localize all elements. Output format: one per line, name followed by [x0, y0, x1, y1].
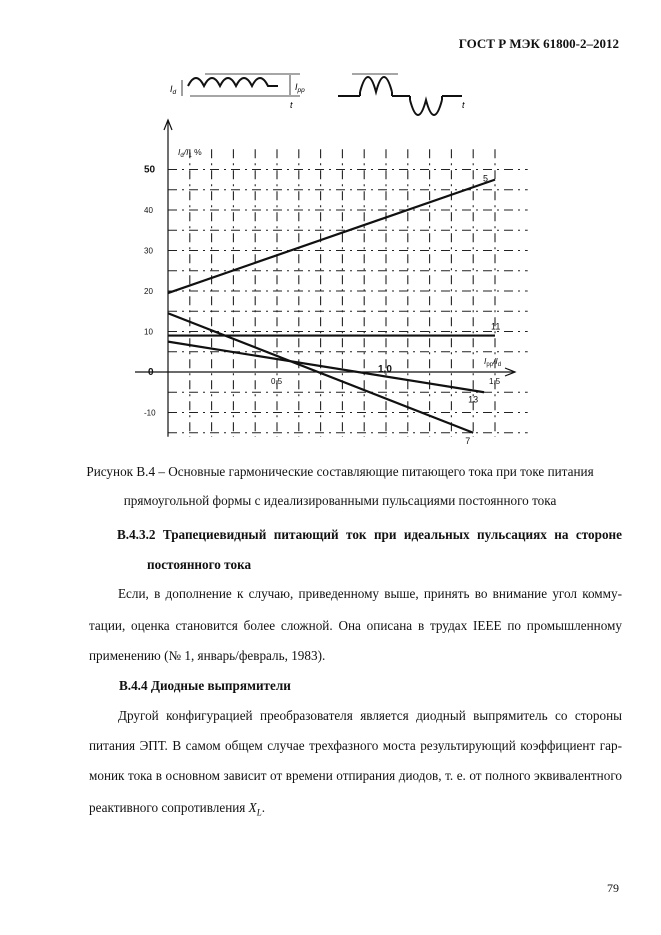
series-label-11: 11	[491, 321, 501, 332]
section-44-para-line-4	[89, 800, 265, 818]
x-tick-label: 1,0	[378, 364, 392, 375]
series-label-13: 13	[468, 394, 479, 405]
supply-waveform	[338, 77, 462, 115]
t-label-2: t	[462, 100, 465, 110]
page-number: 79	[607, 881, 619, 895]
y-tick-label: 0	[148, 367, 154, 378]
section-432-title: В.4.3.2 Трапециевидный питающий ток при идеальных пульсациях на стороне	[117, 527, 622, 542]
harmonics-figure	[0, 0, 661, 460]
figure-caption-line-1: Рисунок В.4 – Основные гармонические составляющие питающего тока при токе питания	[86, 464, 594, 479]
y-tick-label: -10	[144, 408, 156, 418]
y-tick-label: 10	[144, 327, 153, 337]
ipp-label: $I_{pp}$	[295, 82, 305, 94]
section-44-title: В.4.4 Диодные выпрямители	[119, 678, 291, 693]
t-label-1: t	[290, 100, 293, 110]
x-tick-label: 1,5	[489, 377, 501, 386]
section-44-para-line-3: моник тока в основном зависит от времени отпирания диодов, т. е. от полного эквивалентного	[89, 768, 622, 783]
x-tick-label: 0,5	[271, 377, 283, 386]
ripple-waveform	[188, 78, 278, 86]
series-label-7: 7	[465, 435, 471, 446]
harmonics-chart	[135, 120, 528, 446]
section-44-last-line-text: реактивного сопротивления	[89, 800, 249, 815]
figure-caption-line-2: прямоугольной формы с идеализированными пульсациями постоянного тока	[123, 493, 557, 508]
y-tick-label: 50	[144, 164, 156, 176]
y-axis-label: $I_d/I_1$ %	[178, 147, 202, 159]
section-432-para-line-2: тации, оценка становится более сложной. Она описана в трудах IEEE по промышленному	[89, 618, 622, 633]
series-line-5	[168, 180, 495, 293]
section-432-para-line-1: Если, в дополнение к случаю, приведенному выше, принять во внимание угол комму-	[118, 586, 622, 601]
ripple-guides	[182, 74, 300, 96]
y-tick-label: 30	[144, 246, 153, 256]
xl-variable: $X_L$	[248, 800, 262, 818]
id-label: $I_d$	[170, 84, 177, 96]
y-tick-label: 40	[144, 206, 153, 215]
section-432-para-line-3: применению (№ 1, январь/февраль, 1983).	[89, 648, 326, 663]
series-label-5: 5	[483, 173, 489, 184]
section-432-title-cont: постоянного тока	[147, 557, 252, 572]
section-44-para-line-1: Другой конфигурацией преобразователя является диодный выпрямитель со стороны	[118, 708, 622, 723]
document-header: ГОСТ Р МЭК 61800-2–2012	[458, 36, 619, 51]
section-44-para-line-2: питания ЭПТ. В самом общем случае трехфазного моста результирующий коэффициент гар-	[89, 738, 622, 753]
series-line-13	[168, 342, 484, 393]
section-44-last-line-period: .	[261, 800, 266, 815]
x-axis-label: $I_{pp}/I_d$	[484, 356, 502, 368]
y-tick-label: 20	[144, 287, 153, 296]
